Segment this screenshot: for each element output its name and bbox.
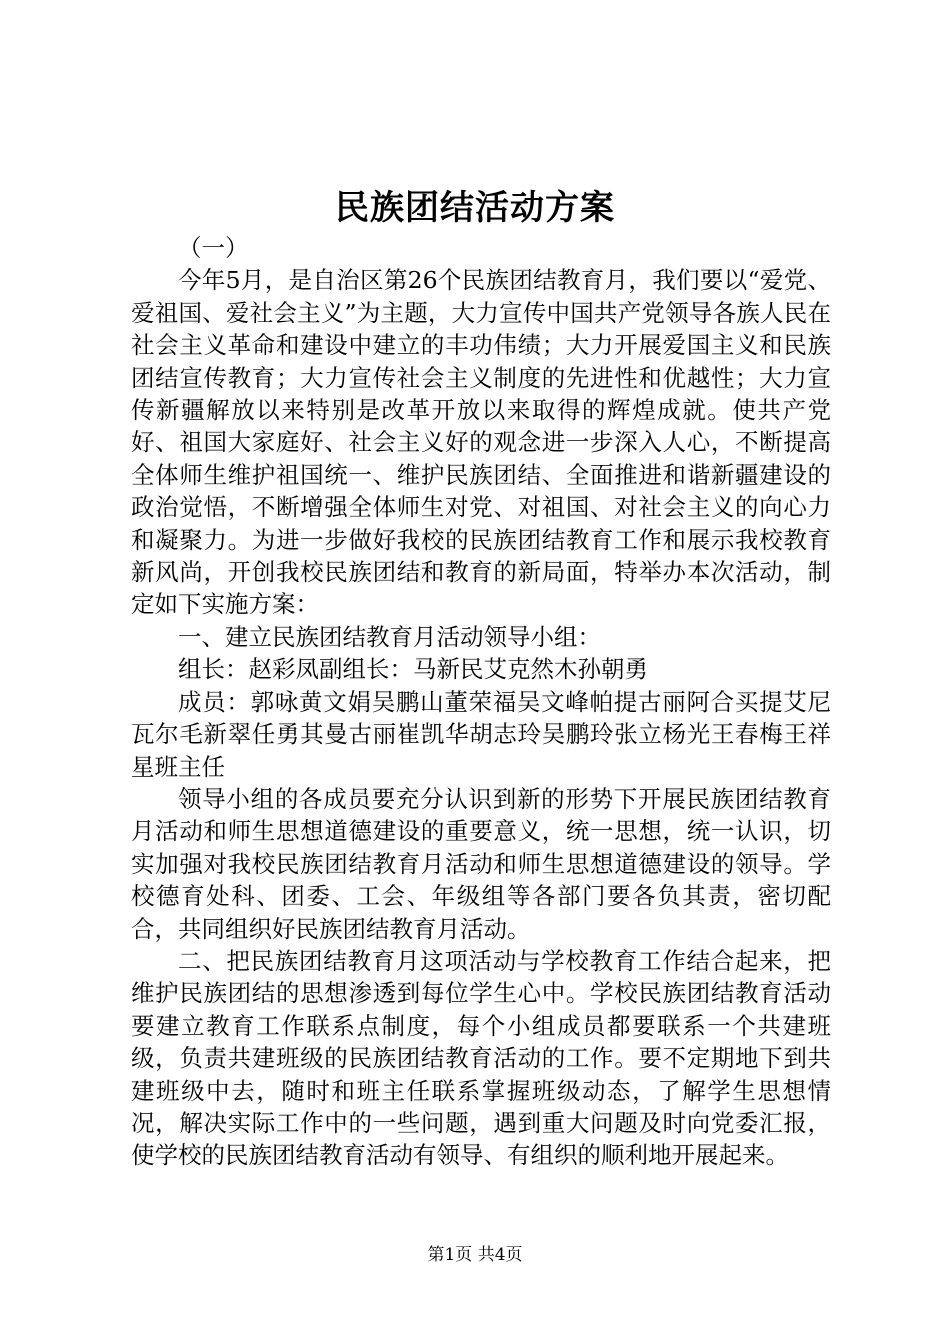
paragraph-heading-2: 二、把民族团结教育月这项活动与学校教育工作结合起来，把维护民族团结的思想渗透到每位学生心中。学校民族团结教育活动要建立教育工作联系点制度，每个小组成员都要联系一个共建班级，负责共建班级的民族团结教育活动的工作。要不定期地下到共建班级中去，随时和班主任联系掌握班级动态，了解学生思想情况，解决实际工作中的一些问题，遇到重大问题及时向党委汇报，使学校的民族团结教育活动有领导、有组织的顺利地开展起来。 xyxy=(131,946,831,1170)
paragraph-intro: 今年5月，是自治区第26个民族团结教育月，我们要以“爱党、爱祖国、爱社会主义”为主题，大力宣传中国共产党领导各族人民在社会主义革命和建设中建立的丰功伟绩；大力开展爱国主义和民族团结宣传教育；大力宣传社会主义制度的先进性和优越性；大力宣传新疆解放以来特别是改革开放以来取得的辉煌成就。使共产党好、祖国大家庭好、社会主义好的观念进一步深入人心，不断提高全体师生维护祖国统一、维护民族团结、全面推进和谐新疆建设的政治觉悟，不断增强全体师生对党、对祖国、对社会主义的向心力和凝聚力。为进一步做好我校的民族团结教育工作和展示我校教育新风尚，开创我校民族团结和教育的新局面，特举办本次活动，制定如下实施方案： xyxy=(131,266,831,619)
document-body xyxy=(131,232,831,1172)
section-marker: （一） xyxy=(178,234,249,262)
document-title: 民族团结活动方案 xyxy=(335,188,615,228)
page-footer: 第1页 共4页 xyxy=(427,1245,523,1265)
paragraph-leaders: 组长：赵彩凤副组长：马新民艾克然木孙朝勇 xyxy=(178,655,648,684)
paragraph-members: 成员：郭咏黄文娟吴鹏山董荣福吴文峰帕提古丽阿合买提艾尼瓦尔毛新翠任勇其曼古丽崔凯华胡志玲吴鹏玲张立杨光王春梅王祥星班主任 xyxy=(131,687,831,781)
paragraph-heading-1: 一、建立民族团结教育月活动领导小组： xyxy=(178,622,601,651)
paragraph-responsibility: 领导小组的各成员要充分认识到新的形势下开展民族团结教育月活动和师生思想道德建设的重要意义，统一思想，统一认识，切实加强对我校民族团结教育月活动和师生思想道德建设的领导。学校德育处科、团委、工会、年级组等各部门要各负其责，密切配合，共同组织好民族团结教育月活动。 xyxy=(131,784,831,943)
